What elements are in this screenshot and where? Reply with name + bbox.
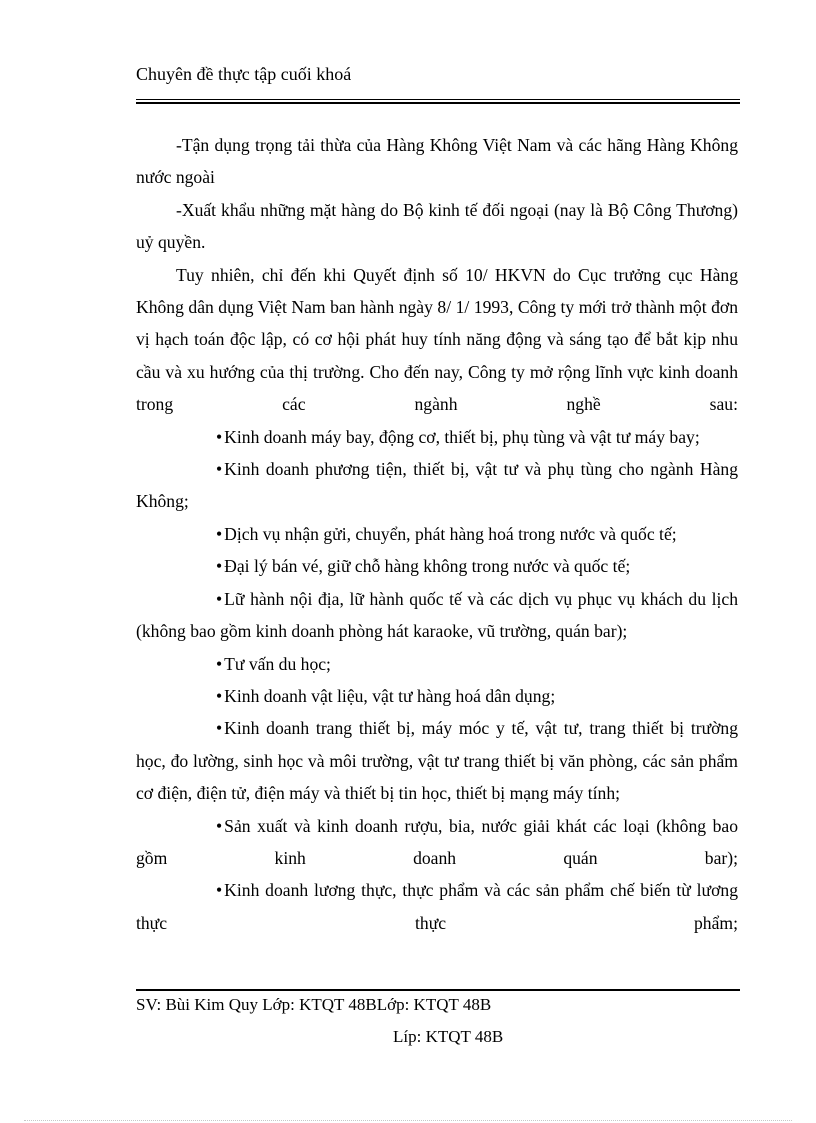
- bullet-text: Lữ hành nội địa, lữ hành quốc tế và các dịch vụ phục vụ khách du lịch (không bao gồm kinh doanh phòng hát karaoke, vũ trường, quán bar);: [136, 588, 738, 642]
- bullet-item-1: [136, 421, 738, 453]
- page-bottom-edge: [24, 1120, 792, 1121]
- paragraph-text: -Xuất khẩu những mặt hàng do Bộ kinh tế đối ngoại (nay là Bộ Công Thương) uỷ quyền.: [136, 199, 738, 253]
- bullet-text: Kinh doanh trang thiết bị, máy móc y tế, vật tư, trang thiết bị trường học, đo lường, sinh học và môi trường, vật tư trang thiết bị văn phòng, các sản phẩm cơ điện, điện tử, điện máy và thiết bị tin học, thiết bị mạng máy tính;: [136, 718, 738, 804]
- bullet-icon: •: [216, 459, 223, 480]
- bullet-item-4: [136, 550, 738, 582]
- document-body: [136, 129, 738, 939]
- paragraph-3: [136, 259, 738, 421]
- bullet-icon: •: [216, 556, 223, 577]
- bullet-icon: •: [216, 685, 223, 706]
- bullet-icon: •: [216, 880, 223, 901]
- bullet-text: Kinh doanh lương thực, thực phẩm và các sản phẩm chế biến từ lương thực thực phẩm;: [136, 880, 738, 933]
- paragraph-2: [136, 194, 738, 259]
- bullet-item-6: [136, 648, 738, 680]
- bullet-icon: •: [216, 426, 223, 447]
- bullet-item-9: [136, 810, 738, 875]
- bullet-text: Tư vấn du học;: [224, 653, 331, 674]
- bullet-text: Kinh doanh vật liệu, vật tư hàng hoá dân dụng;: [224, 685, 556, 706]
- footer-rule: [136, 989, 740, 991]
- bullet-item-7: [136, 680, 738, 712]
- bullet-text: Kinh doanh phương tiện, thiết bị, vật tư và phụ tùng cho ngành Hàng Không;: [136, 459, 738, 512]
- footer-class-info: Líp: KTQT 48B: [393, 1027, 504, 1046]
- bullet-item-3: [136, 518, 738, 550]
- bullet-icon: •: [216, 653, 223, 674]
- bullet-icon: •: [216, 718, 223, 739]
- bullet-icon: •: [216, 523, 223, 544]
- header-rule-thick: [136, 102, 740, 104]
- paragraph-text: -Tận dụng trọng tải thừa của Hàng Không Việt Nam và các hãng Hàng Không nước ngoài: [136, 135, 738, 188]
- bullet-item-5: [136, 583, 738, 648]
- bullet-item-10: [136, 874, 738, 939]
- footer-student-info: SV: Bùi Kim Quy Lớp: KTQT 48BLớp: KTQT 48B: [136, 995, 492, 1014]
- bullet-text: Sản xuất và kinh doanh rượu, bia, nước giải khát các loại (không bao gồm kinh doanh quán bar);: [136, 815, 738, 868]
- bullet-text: Kinh doanh máy bay, động cơ, thiết bị, phụ tùng và vật tư máy bay;: [224, 426, 700, 447]
- paragraph-text: Tuy nhiên, chỉ đến khi Quyết định số 10/ HKVN do Cục trưởng cục Hàng Không dân dụng Việt Nam ban hành ngày 8/ 1/ 1993, Công ty mới trở thành một đơn vị hạch toán độc lập, có cơ hội phát huy tính năng động và sáng tạo để bắt kịp nhu cầu và xu hướng của thị trường. Cho đến nay, Công ty mở rộng lĩnh vực kinh doanh trong các ngành nghề sau:: [136, 264, 738, 415]
- bullet-text: Dịch vụ nhận gửi, chuyển, phát hàng hoá trong nước và quốc tế;: [224, 523, 677, 544]
- paragraph-1: [136, 129, 738, 194]
- bullet-icon: •: [216, 815, 223, 836]
- page-header-title: Chuyên đề thực tập cuối khoá: [136, 64, 352, 84]
- bullet-item-8: [136, 712, 738, 809]
- bullet-item-2: [136, 453, 738, 518]
- bullet-text: Đại lý bán vé, giữ chỗ hàng không trong nước và quốc tế;: [224, 556, 631, 577]
- bullet-icon: •: [216, 588, 223, 609]
